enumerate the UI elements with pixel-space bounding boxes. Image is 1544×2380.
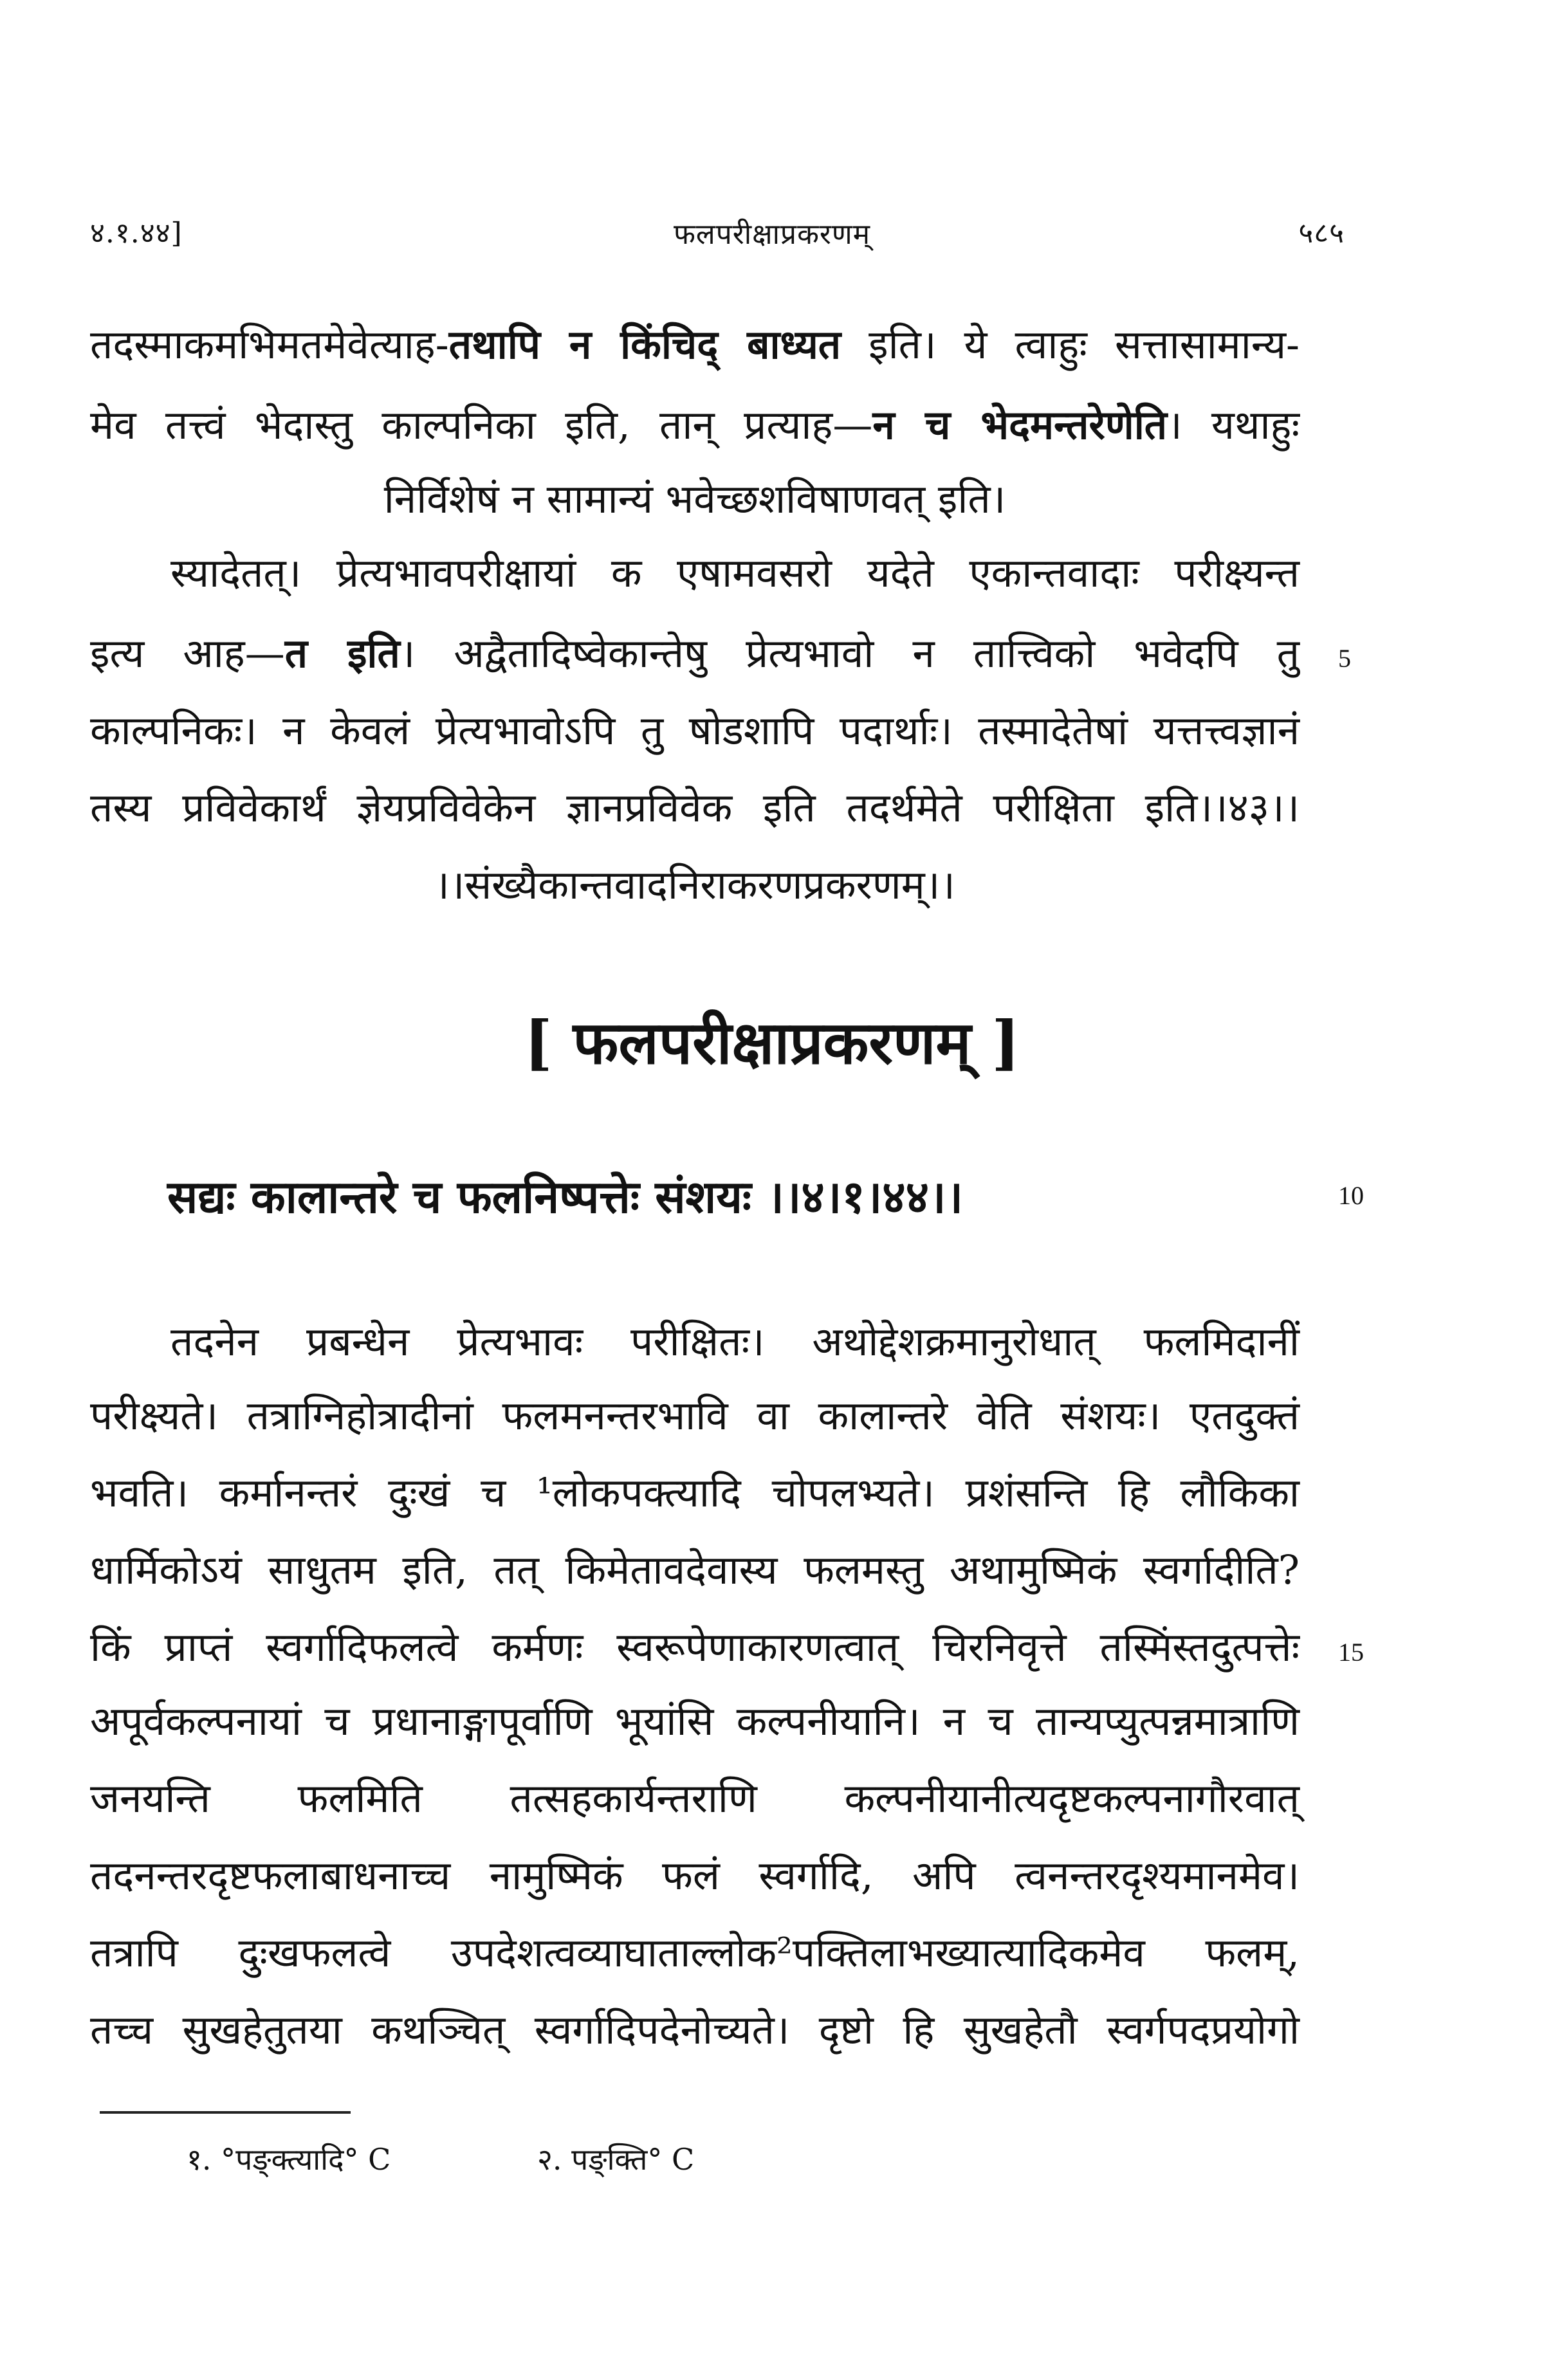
footnote-rule (100, 2111, 351, 2114)
text-line: काल्पनिकः। न केवलं प्रेत्यभावोऽपि तु षोडशापि पदार्थाः। तस्मादेतेषां यत्तत्त्वज्ञानं (90, 707, 1300, 754)
text-run: । यथाहुः (1167, 401, 1300, 448)
section-title: [ फलपरीक्षाप्रकरणम् ] (524, 1008, 1020, 1077)
text-line: तदनेन प्रबन्धेन प्रेत्यभावः परीक्षितः। अथोद्देशक्रमानुरोधात् फलमिदानीं (170, 1318, 1300, 1365)
text-line (90, 321, 1300, 368)
sutra-quote-bold: त इति (284, 630, 400, 677)
text-line: भवति। कर्मानन्तरं दुःखं च ¹लोकपक्त्यादि चोपलभ्यते। प्रशंसन्ति हि लौकिका (90, 1469, 1300, 1516)
text-run: इति। ये त्वाहुः सत्तासामान्य- (841, 321, 1300, 368)
footnote: २. पङ्क्ति° C (537, 2142, 695, 2177)
text-line: तदनन्तरदृष्टफलाबाधनाच्च नामुष्मिकं फलं स्वर्गादि, अपि त्वनन्तरदृश्यमानमेव। (90, 1852, 1300, 1899)
text-run: इत्य आह— (90, 630, 285, 677)
running-header-title: फलपरीक्षाप्रकरणम् (673, 218, 871, 251)
sutra-quote-bold: न च भेदमन्तरेणेति (872, 401, 1168, 448)
text-run: मेव तत्त्वं भेदास्तु काल्पनिका इति, तान् प्रत्याह— (90, 401, 873, 448)
text-line: तत्रापि दुःखफलत्वे उपदेशत्वव्याघाताल्लोक²पक्तिलाभख्यात्यादिकमेव फलम्, (90, 1929, 1300, 1976)
text-run: । अद्वैतादिष्वेकान्तेषु प्रेत्यभावो न तात्त्विको भवेदपि तु (400, 630, 1300, 677)
line-number: 5 (1338, 644, 1351, 673)
text-line: अपूर्वकल्पनायां च प्रधानाङ्गापूर्वाणि भूयांसि कल्पनीयानि। न च तान्यप्युत्पन्नमात्राणि (90, 1698, 1300, 1744)
page-number: ५८५ (1298, 217, 1345, 250)
footnote: १. °पङ्क्त्यादि° C (187, 2142, 391, 2177)
section-closing: ।।संख्यैकान्तवादनिराकरणप्रकरणम्।। (434, 861, 955, 908)
text-line: किं प्राप्तं स्वर्गादिफलत्वे कर्मणः स्वरूपेणाकारणत्वात् चिरनिवृत्ते तस्मिंस्तदुत्पत्तेः (90, 1624, 1300, 1671)
text-line: जनयन्ति फलमिति तत्सहकार्यन्तराणि कल्पनीयानीत्यदृष्टकल्पनागौरवात् (90, 1775, 1300, 1822)
text-line (90, 630, 1300, 677)
verse-line: निर्विशेषं न सामान्यं भवेच्छशविषाणवत् इति। (383, 475, 1006, 522)
text-line (90, 401, 1300, 448)
line-number: 10 (1338, 1181, 1364, 1210)
text-line: धार्मिकोऽयं साधुतम इति, तत् किमेतावदेवास्य फलमस्तु अथामुष्मिकं स्वर्गादीति? (90, 1546, 1300, 1593)
text-line: तच्च सुखहेतुतया कथञ्चित् स्वर्गादिपदेनोच्यते। दृष्टो हि सुखहेतौ स्वर्गपदप्रयोगो (90, 2006, 1300, 2053)
text-run: तदस्माकमभिमतमेवेत्याह- (90, 321, 449, 368)
sutra-text: सद्यः कालान्तरे च फलनिष्पत्तेः संशयः ।।४।१।४४।। (167, 1170, 964, 1223)
sutra-quote-bold: तथापि न किंचिद् बाध्यत (448, 321, 841, 368)
text-line: स्यादेतत्। प्रेत्यभावपरीक्षायां क एषामवसरो यदेते एकान्तवादाः परीक्ष्यन्त (170, 549, 1300, 596)
text-line: तस्य प्रविवेकार्थं ज्ञेयप्रविवेकेन ज्ञानप्रविवेक इति तदर्थमेते परीक्षिता इति।।४३।। (90, 784, 1300, 831)
running-header-reference: ४.१.४४] (90, 217, 183, 250)
text-line: परीक्ष्यते। तत्राग्निहोत्रादीनां फलमनन्तरभावि वा कालान्तरे वेति संशयः। एतदुक्तं (90, 1392, 1300, 1439)
line-number: 15 (1338, 1638, 1364, 1667)
